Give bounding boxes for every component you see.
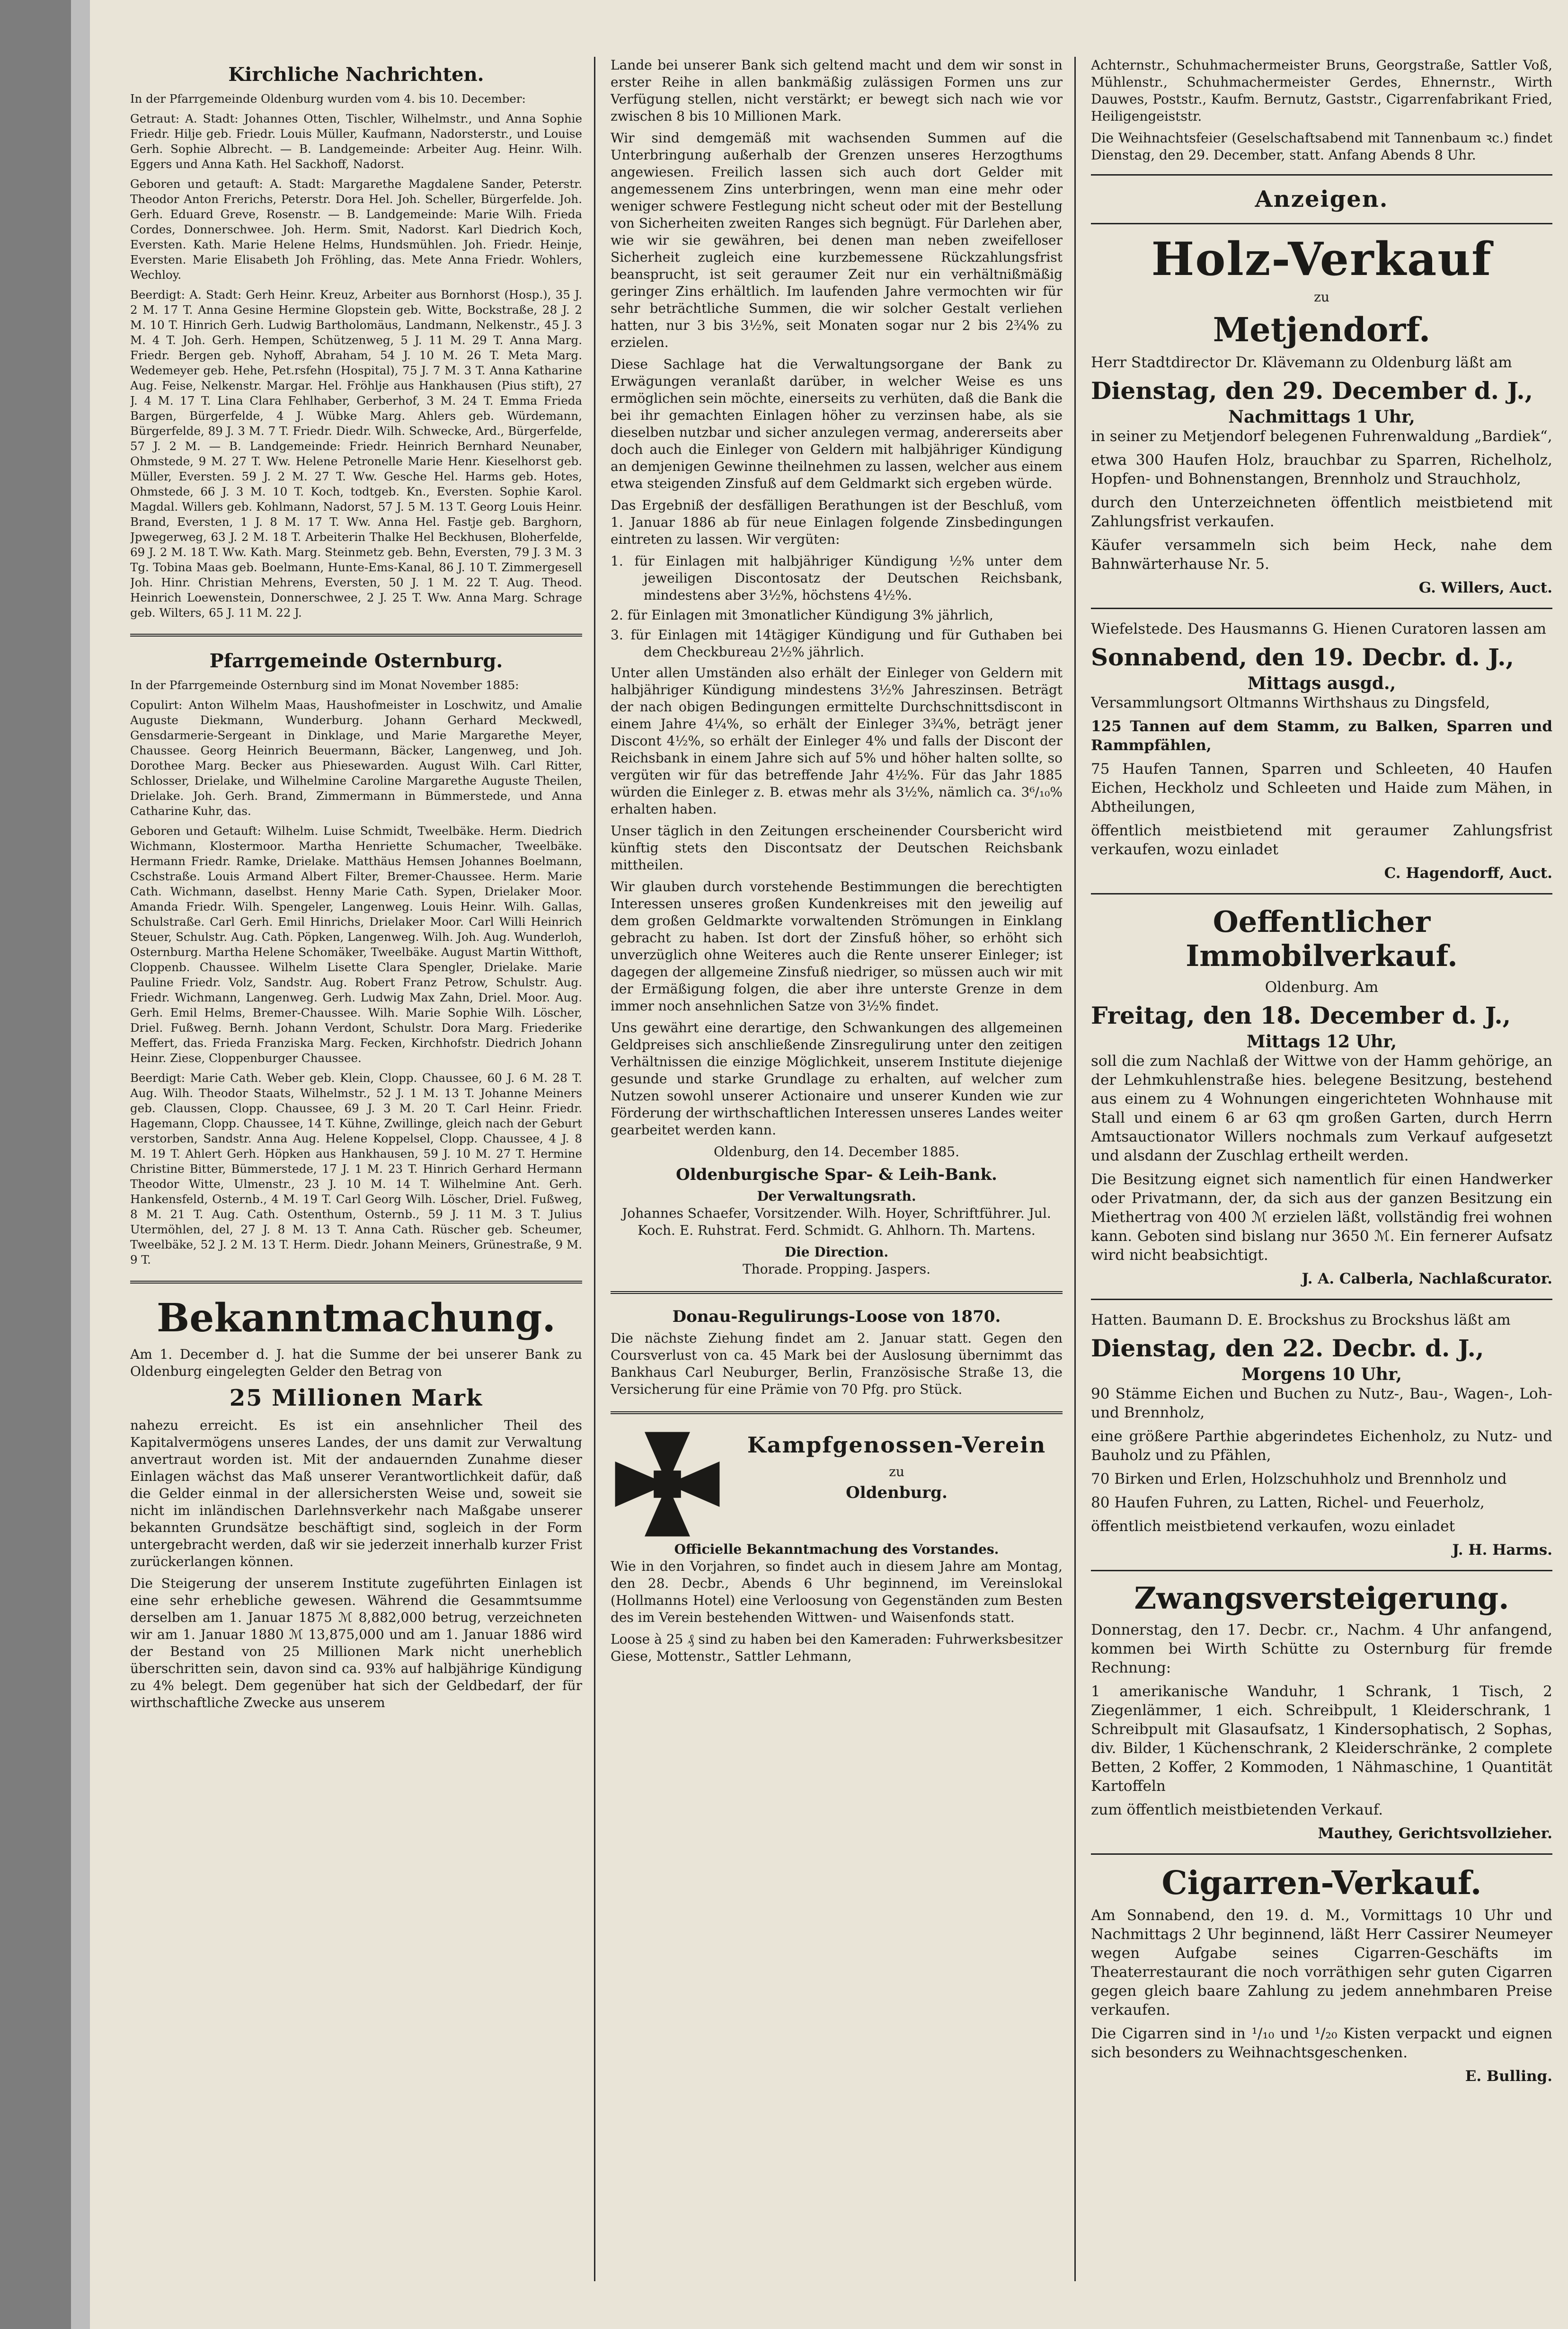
condition-item: 3. für Einlagen mit 14tägiger Kündigung und für Guthaben bei dem Checkbureau 2½% jährlich. (611, 627, 1063, 660)
hatten-goods-2: eine größere Parthie abgerindetes Eichenholz, zu Nutz- und Bauholz und zu Pfählen, (1091, 1428, 1552, 1464)
kampf-text-2: Loose à 25 ₰ sind zu haben bei den Kameraden: Fuhrwerksbesitzer Giese, Mottenstr., Sattler Lehmann, (611, 1631, 1063, 1664)
wiefel-terms: öffentlich meistbietend mit geraumer Zahlungsfrist verkaufen, wozu einladet (1091, 822, 1552, 858)
holz-location: in seiner zu Metjendorf belegenen Fuhrenwaldung „Bardiek“, (1091, 428, 1552, 445)
cigarren-body-2: Die Cigarren sind in ¹/₁₀ und ¹/₂₀ Kisten verpackt und eignen sich besonders zu Weihnachtsgeschenken. (1091, 2025, 1552, 2061)
wiefel-location: Versammlungsort Oltmanns Wirthshaus zu Dingsfeld, (1091, 694, 1490, 711)
kampf-continued: Achternstr., Schuhmachermeister Bruns, Georgstraße, Sattler Voß, Mühlenstr., Schuhmachermeister Gerdes, Ehnernstr., Wirth Dauwes, Poststr., Kaufm. Bernutz, Gaststr., Cigarrenfabrikant Fried, Heiligengeiststr. (1091, 57, 1552, 124)
kampf-header (611, 1427, 1063, 1541)
kirchliche-beerdigt: Beerdigt: A. Stadt: Gerh Heinr. Kreuz, Arbeiter aus Bornhorst (Hosp.), 35 J. 2 M. 17 T. Anna Gesine Hermine Glopstein geb. Witte, Bockstraße, 28 J. 2 M. 10 T. Hinrich Gerh. Ludwig Bartholomäus, Landmann, Nelkenstr., 45 J. 3 M. 4 T. Joh. Gerh. Hempen, Schützenweg, 5 J. 11 M. 29 T. Anna Marg. Friedr. Bergen geb. Nyhoff, Abraham, 54 J. 10 M. 26 T. Meta Marg. Wedemeyer geb. Hehe, Pet.rsfehn (Hospital), 75 J. 7 M. 3 T. Anna Katharine Aug. Feise, Nelkenstr. Margar. Hel. Fröhlje aus Hankhausen (Pius stift), 27 J. 4 M. 17 T. Lina Clara Fehlhaber, Gerberhof, 3 M. 24 T. Emma Frieda Bargen, Bürgerfelde, 4 J. Wübke Marg. Ahlers geb. Würdemann, Bürgerfelde, 89 J. 3 M. 7 T. Friedr. Diedr. Wilh. Schwecke, Ard., Bürgerfelde, 57 J. 2 M. — B. Landgemeinde: Friedr. Heinrich Bernhard Neunaber, Ohmstede, 9 M. 27 T. Ww. Helene Petronelle Marie Henr. Kieselhorst geb. Müller, Eversten. 59 J. 2 M. 27 T. Ww. Gesche Hel. Harms geb. Hotes, Ohmstede, 66 J. 3 M. 10 T. Koch, todtgeb. Kn., Eversten. Sophie Karol. Magdal. Willers geb. Kohlmann, Nadorst, 57 J. 5 M. 13 T. Georg Louis Heinr. Brand, Eversten, 1 J. 8 M. 17 T. Ww. Anna Hel. Fastje geb. Barghorn, Jpwegerweg, 63 J. 2 M. 18 T. Arbeiterin Thalke Hel Beckhusen, Bloherfelde, 69 J. 2 M. 18 T. Ww. Kath. Marg. Steinmetz geb. Behn, Eversten, 79 J. 3 M. 3 Tg. Tobina Maas geb. Boelmann, Hunte-Ems-Kanal, 86 J. 10 T. Zimmergesell Joh. Hinr. Christian Mehrens, Eversten, 50 J. 1 M. 22 T. Aug. Theod. Heinrich Loewenstein, Donnerschwee, 2 J. 25 T. Ww. Anna Marg. Schrage geb. Wilters, 65 J. 11 M. 22 J. (130, 288, 582, 620)
divider (1091, 608, 1552, 609)
column-divider (594, 57, 595, 2281)
holz-place: Metjendorf. (1213, 310, 1431, 349)
kampf-text: Wie in den Vorjahren, so findet auch in diesem Jahre am Montag, den 28. Decbr., Abends 6 Uhr beginnend, im Vereinslokal (Hollmanns Hotel) eine Verloosung von Gegenständen zum Besten des im Verein bestehenden Wittwen- und Waisenfonds statt. (611, 1559, 1063, 1625)
cigarren-signature: E. Bulling. (1465, 2068, 1552, 2085)
immo-body-1: soll die zum Nachlaß der Wittwe von der Hamm gehörige, an der Lehmkuhlenstraße hies. belegene Besitzung, bestehend aus einem zu 4 Wohnungen eingerichteten Wohnhause mit Stall und einem 6 ar 63 qm großen Garten, durch Herrn Amtsauctionator Willers nochmals zum Verkauf aufgesetzt und alsdann der Zuschlag ertheilt werden. (1091, 1053, 1552, 1164)
osternburg-copulirt: Copulirt: Anton Wilhelm Maas, Haushofmeister in Loschwitz, und Amalie Auguste Diekmann, Wunderburg. Johann Gerhard Meckwedl, Gensdarmerie-Sergeant in Dinklage, und Marie Margarethe Meyer, Chaussee. Georg Heinrich Beuermann, Bäcker, Langenweg, und Joh. Dorothee Marg. Becker aus Phiesewarden. August Wilh. Carl Ritter, Schlosser, Drielake, und Wilhelmine Caroline Margarethe Auguste Theilen, Drielake. Joh. Gerh. Brand, Zimmermann in Bümmerstede, und Anna Catharine Kuhr, das. (130, 698, 582, 818)
bekanntmachung-body-1: nahezu erreicht. Es ist ein ansehnlicher Theil des Kapitalvermögens unseres Landes, der uns damit zur Verwaltung anvertraut worden ist. Mit der andauernden Zunahme dieser Einlagen wächst das Maß unserer Verantwortlichkeit dafür, daß die Gelder einmal in der allersichersten Weise und, soweit sie nicht im inländischen Darlehnsverkehr nach Maßgabe unserer bekannten Grundsätze beschäftigt sind, sogleich in der Form untergebracht werden, daß wir sie jederzeit innerhalb kurzer Frist zurückerlangen können. (130, 1417, 582, 1569)
immo-time: Mittags 12 Uhr, (1246, 1032, 1397, 1052)
bank-text-1: Lande bei unserer Bank sich geltend macht und dem wir sonst in erster Reihe in allen bankmäßig zulässigen Formen uns zur Verfügung stellen, nicht verstärkt; er bewegt sich nach wie vor zwischen 8 bis 10 Millionen Mark. (611, 57, 1063, 124)
bank-direction: Die Direction. (784, 1244, 889, 1260)
kirchliche-title: Kirchliche Nachrichten. (228, 63, 484, 86)
hatten-goods-3: 70 Birken und Erlen, Holzschuhholz und Brennholz und (1091, 1470, 1507, 1488)
column-divider (1074, 57, 1076, 2281)
bank-text-2: Wir sind demgemäß mit wachsenden Summen auf die Unterbringung außerhalb der Grenzen unseres Herzogthums angewiesen. Freilich lassen sich auch dort Gelder mit angemessenem Zins unterbringen, wenn man eine mehr oder weniger schwere Festlegung nicht scheut oder mit der Bestellung von Sicherheiten zweiten Ranges sich begnügt. Für Darlehen aber, wie wir sie gewähren, bei denen man neben zweifelloser Sicherheit zugleich eine kurzbemessene Rückzahlungsfrist beansprucht, ist seit geraumer Zeit nur ein verhältnißmäßig geringer Zins erhältlich. Im laufenden Jahre vermochten wir für sehr beträchtliche Summen, die wir solcher Gestalt verliehen hatten, nur 3 bis 3½%, seit Monaten sogar nur 2 bis 2¾% zu erzielen. (611, 130, 1063, 350)
kampf-place: Oldenburg. (846, 1483, 948, 1502)
zwang-goods: 1 amerikanische Wanduhr, 1 Schrank, 1 Tisch, 2 Ziegenlämmer, 1 eich. Schreibpult, 1 Kleiderschrank, 1 Schreibpult mit Glasaufsatz, 1 Kindersophatisch, 2 Sophas, div. Bilder, 1 Küchenschrank, 2 Kleiderschränke, 2 complete Betten, 2 Koffer, 2 Kommoden, 1 Nähmaschine, 1 Quantität Kartoffeln (1091, 1683, 1552, 1795)
divider (1091, 893, 1552, 894)
osternburg-beerdigt: Beerdigt: Marie Cath. Weber geb. Klein, Clopp. Chaussee, 60 J. 6 M. 28 T. Aug. Wilh. Theodor Staats, Wilhelmstr., 52 J. 1 M. 13 T. Johanne Meiners geb. Claussen, Clopp. Chaussee, 69 J. 3 M. 20 T. Carl Heinr. Friedr. Hagemann, Clopp. Chaussee, 14 T. Kühne, Zwillinge, gleich nach der Geburt verstorben, Sandstr. Anna Aug. Helene Koppelsel, Clopp. Chaussee, 4 J. 8 M. 19 T. Ahlert Gerh. Höpken aus Hankhausen, 59 J. 10 M. 27 T. Hermine Christine Bitter, Bümmerstede, 17 J. 1 M. 23 T. Hinrich Gerhard Hermann Theodor Witte, Ulmenstr., 23 J. 10 M. 14 T. Wilhelmine Ant. Gerh. Hankensfeld, Osternb., 4 M. 19 T. Carl Georg Wilh. Löscher, Driel. Fußweg, 8 M. 21 T. Aug. Cath. Ostenthum, Osternb., 59 J. 11 M. 3 T. Julius Utermöhlen, del, 27 J. 8 M. 13 T. Anna Cath. Rüscher geb. Scheumer, Tweelbäke, 52 J. 2 M. 13 T. Herm. Diedr. Johann Meiners, Grünestraße, 9 M. 9 T. (130, 1071, 582, 1266)
bank-text-3: Diese Sachlage hat die Verwaltungsorgane der Bank zu Erwägungen veranlaßt darüber, in welcher Weise es uns ermöglichen sein möchte, einerseits zu verhüten, daß die Bank die bei ihr gemachten Einlagen höher zu verzinsen habe, als sie dieselben nutzbar und sicher anzulegen vermag, andererseits aber doch auch die Einleger von Geldern mit halbjähriger Kündigung an demjenigen Gewinne theilnehmen zu lassen, welcher aus einem etwa steigenden Zinsfuß auf dem Geldmarkt sich ergeben würde. (611, 356, 1063, 491)
divider (1091, 1853, 1552, 1855)
bank-date: Oldenburg, den 14. December 1885. (713, 1144, 960, 1160)
iron-cross-icon (611, 1427, 724, 1541)
interest-conditions (611, 553, 1063, 661)
wiefel-goods-2: 75 Haufen Tannen, Sparren und Schleeten, 40 Haufen Eichen, Heckholz und Schleeten und Haide zum Mähen, in Abtheilungen, (1091, 761, 1552, 815)
column-1 (130, 57, 582, 2314)
bank-council-names: Johannes Schaefer, Vorsitzender. Wilh. Hoyer, Schriftführer. Jul. Koch. E. Ruhstrat. Ferd. Schmidt. G. Ahlhorn. Th. Martens. (622, 1205, 1051, 1238)
kampf-zu: zu (889, 1464, 904, 1479)
column-2 (611, 57, 1063, 2314)
osternburg-geboren: Geboren und Getauft: Wilhelm. Luise Schmidt, Tweelbäke. Herm. Diedrich Wichmann, Klostermoor. Martha Henriette Schumacher, Tweelbäke. Hermann Friedr. Ramke, Drielake. Matthäus Hemsen Johannes Boelmann, Cschstraße. Louis Armand Albert Filter, Bremer-Chaussee. Herm. Marie Cath. Wichmann, daselbst. Henny Marie Cath. Sypen, Drielaker Moor. Amanda Friedr. Wilh. Spengeler, Langenweg. Louis Heinr. Wilh. Gallas, Schulstraße. Carl Gerh. Emil Hinrichs, Drielaker Moor. Carl Willi Heinrich Steuer, Schulstr. Aug. Cath. Pöpken, Langenweg. Wilh. Joh. Aug. Wunderloh, Osternburg. Martha Helene Schomäker, Tweelbäke. August Martin Witthoft, Cloppenb. Chaussee. Wilhelm Lisette Clara Spengler, Drielake. Marie Pauline Friedr. Volz, Sandstr. Aug. Robert Franz Petrow, Schulstr. Aug. Friedr. Wichmann, Langenweg. Gerh. Ludwig Max Zahn, Driel. Moor. Aug. Gerh. Emil Helms, Bremer-Chaussee. Wilh. Marie Sophie Wilh. Löscher, Driel. Fußweg. Bernh. Johann Verdont, Schulstr. Dora Marg. Friederike Meffert, das. Frieda Franziska Marg. Fecken, Kirchhofstr. Diedrich Johann Heinr. Ziese, Cloppenburger Chaussee. (130, 824, 582, 1065)
osternburg-intro: In der Pfarrgemeinde Osternburg sind im Monat November 1885: (130, 678, 519, 692)
holz-terms: durch den Unterzeichneten öffentlich meistbietend mit Zahlungsfrist verkaufen. (1091, 494, 1552, 530)
bank-direction-names: Thorade. Propping. Jaspers. (742, 1261, 931, 1277)
hatten-terms: öffentlich meistbietend verkaufen, wozu einladet (1091, 1518, 1455, 1535)
zwang-intro: Donnerstag, den 17. Decbr. cr., Nachm. 4 Uhr anfangend, kommen bei Wirth Schütte zu Osternburg für fremde Rechnung: (1091, 1621, 1552, 1676)
divider (1091, 223, 1552, 224)
divider (1091, 1570, 1552, 1571)
zwang-signature: Mauthey, Gerichtsvollzieher. (1318, 1825, 1552, 1842)
immo-title: Oeffentlicher Immobilverkauf. (1186, 904, 1458, 973)
holz-date: Dienstag, den 29. December d. J., (1091, 377, 1533, 405)
condition-item: 1. für Einlagen mit halbjähriger Kündigung ½% unter dem jeweiligen Discontosatz der Deutschen Reichsbank, mindestens aber 3½%, höchstens 4½%. (611, 553, 1063, 603)
divider (130, 634, 582, 637)
scan-margin (0, 0, 90, 2329)
holz-signature: G. Willers, Auct. (1418, 579, 1552, 596)
column-3 (1091, 57, 1552, 2314)
bank-text-8: Uns gewährt eine derartige, den Schwankungen des allgemeinen Geldpreises sich anschließende Zinsregulirung unter den zeitigen Verhältnissen die einzige Möglichkeit, unserem Institute diejenige gesunde und starke Grundlage zu erhalten, auf welcher zum Nutzen sowohl unserer Actionaire und unserer Kunden wie zur Förderung der wirthschaftlichen Interessen unseres Landes weiter gearbeitet werden kann. (611, 1020, 1063, 1138)
wiefel-time: Mittags ausgd., (1247, 673, 1396, 693)
wiefel-goods-1: 125 Tannen auf dem Stamm, zu Balken, Sparren und Rammpfählen, (1091, 718, 1552, 754)
bank-text-7: Wir glauben durch vorstehende Bestimmungen die berechtigten Interessen unseres großen Kundenkreises mit den jeweilig auf dem großen Geldmarkte vorwaltenden Strömungen in Einklang gebracht zu haben. Ist dort der Zinsfuß höher, so erhöht sich unverzüglich ohne Weiteres auch die Rente unserer Einleger; ist dagegen der allgemeine Zinsfuß niedriger, so müssen auch wir mit der Ermäßigung folgen, die aber ihre unterste Grenze in dem immer noch ansehnlichen Satze von 3½% findet. (611, 879, 1063, 1014)
immo-body-2: Die Besitzung eignet sich namentlich für einen Handwerker oder Privatmann, der, da sich aus der ganzen Besitzung ein Miethertrag von 400 ℳ erzielen läßt, vollständig frei wohnen kann. Geboten sind bislang nur 3650 ℳ. Ein fernerer Aufsatz wird nicht beabsichtigt. (1091, 1171, 1552, 1264)
bekanntmachung-body-2: Die Steigerung der unserem Institute zugeführten Einlagen ist eine sehr erhebliche gewesen. Während die Gesammtsumme derselben am 1. Januar 1875 ℳ 8,882,000 betrug, verzeichneten wir am 1. Januar 1880 ℳ 13,875,000 und am 1. Januar 1886 wird der Bestand von 25 Millionen Mark nicht unerheblich überschritten sein, davon sind ca. 93% auf halbjährige Kündigung zu 4% belegt. Dem gegenüber hat sich der Geldbedarf, der für wirthschaftliche Zwecke aus unserem (130, 1576, 582, 1710)
holz-meeting: Käufer versammeln sich beim Heck, nahe dem Bahnwärterhause Nr. 5. (1091, 537, 1552, 573)
holz-title: Holz-Verkauf (1151, 232, 1492, 286)
wiefel-date: Sonnabend, den 19. Decbr. d. J., (1091, 643, 1514, 671)
kirchliche-geboren: Geboren und getauft: A. Stadt: Margarethe Magdalene Sander, Peterstr. Theodor Anton Frerichs, Peterstr. Dora Hel. Joh. Scheller, Bürgerfelde. Joh. Gerh. Eduard Greve, Rosenstr. — B. Landgemeinde: Marie Wilh. Frieda Cordes, Donnerschwee. Joh. Herm. Smit, Nadorst. Karl Diedrich Koch, Eversten. Kath. Marie Helene Helms, Hundsmühlen. Joh. Friedr. Heinje, Eversten. Marie Elisabeth Joh Fröhling, das. Mete Anna Friedr. Wohlers, Wechloy. (130, 177, 582, 282)
bank-text-4: Das Ergebniß der desfälligen Berathungen ist der Beschluß, vom 1. Januar 1886 ab für neue Einlagen folgende Zinsbedingungen eintreten zu lassen. Wir vergüten: (611, 497, 1063, 547)
cigarren-body: Am Sonnabend, den 19. d. M., Vormittags 10 Uhr und Nachmittags 2 Uhr beginnend, läßt Herr Cassirer Neumeyer wegen Aufgabe seines Cigarren-Geschäfts im Theaterrestaurant die noch vorräthigen sehr guten Cigarren gegen gleich baare Zahlung zu jedem annehmbaren Preise verkaufen. (1091, 1907, 1552, 2019)
divider (130, 1281, 582, 1284)
kampf-subtitle: Officielle Bekanntmachung des Vorstandes. (674, 1541, 999, 1557)
holz-intro: Herr Stadtdirector Dr. Klävemann zu Oldenburg läßt am (1091, 354, 1512, 371)
kirchliche-getraut: Getraut: A. Stadt: Johannes Otten, Tischler, Wilhelmstr., und Anna Sophie Friedr. Hilje geb. Friedr. Louis Müller, Kaufmann, Nadorsterstr., und Louise Gerh. Sophie Albrecht. — B. Landgemeinde: Arbeiter Aug. Heinr. Wilh. Eggers und Anna Kath. Hel Sackhoff, Nadorst. (130, 112, 582, 171)
hatten-goods-4: 80 Haufen Fuhren, zu Latten, Richel- und Feuerholz, (1091, 1494, 1485, 1511)
anzeigen-heading: Anzeigen. (1255, 186, 1389, 213)
wiefel-intro: Wiefelstede. Des Hausmanns G. Hienen Curatoren lassen am (1091, 620, 1546, 638)
donau-title: Donau-Regulirungs-Loose von 1870. (672, 1307, 1001, 1326)
zwang-terms: zum öffentlich meistbietenden Verkauf. (1091, 1801, 1383, 1818)
divider (1091, 174, 1552, 176)
bank-text-6: Unser täglich in den Zeitungen erscheinender Coursbericht wird künftig stets den Discontsatz der Deutschen Reichsbank mittheilen. (611, 823, 1063, 873)
condition-item: 2. für Einlagen mit 3monatlicher Kündigung 3% jährlich, (611, 607, 993, 623)
osternburg-title: Pfarrgemeinde Osternburg. (209, 650, 503, 672)
hatten-goods-1: 90 Stämme Eichen und Buchen zu Nutz-, Bau-, Wagen-, Loh- und Brennholz, (1091, 1385, 1552, 1421)
holz-time: Nachmittags 1 Uhr, (1228, 407, 1415, 427)
bank-name: Oldenburgische Spar- & Leih-Bank. (676, 1165, 997, 1184)
kampf-weihnachtsfeier: Die Weihnachtsfeier (Geselschaftsabend mit Tannenbaum ꝛc.) findet Dienstag, den 29. December, statt. Anfang Abends 8 Uhr. (1091, 130, 1552, 163)
hatten-signature: J. H. Harms. (1452, 1541, 1552, 1559)
holz-zu: zu (1314, 289, 1329, 305)
hatten-time: Morgens 10 Uhr, (1241, 1364, 1402, 1384)
divider (611, 1411, 1063, 1414)
donau-text: Die nächste Ziehung findet am 2. Januar statt. Gegen den Coursverlust von ca. 45 Mark bei der Auslosung übernimmt das Bankhaus Carl Neuburger, Berlin, Französische Straße 13, die Versicherung für eine Prämie von 70 Pfg. pro Stück. (611, 1330, 1063, 1397)
kirchliche-intro: In der Pfarrgemeinde Oldenburg wurden vom 4. bis 10. December: (130, 92, 526, 106)
hatten-intro: Hatten. Baumann D. E. Brockshus zu Brockshus läßt am (1091, 1311, 1511, 1328)
immo-signature: J. A. Calberla, Nachlaßcurator. (1302, 1270, 1552, 1287)
kampf-title: Kampfgenossen-Verein (747, 1432, 1046, 1458)
zwang-title: Zwangsversteigerung. (1134, 1581, 1509, 1616)
immo-place: Oldenburg. Am (1265, 979, 1379, 996)
bekanntmachung-sum: 25 Millionen Mark (229, 1385, 483, 1411)
bekanntmachung-title: Bekanntmachung. (156, 1295, 556, 1341)
cigarren-title: Cigarren-Verkauf. (1161, 1864, 1482, 1902)
bank-council: Der Verwaltungsrath. (757, 1188, 916, 1204)
bekanntmachung-intro: Am 1. December d. J. hat die Summe der bei unserer Bank zu Oldenburg eingelegten Gelder den Betrag von (130, 1346, 582, 1379)
holz-goods: etwa 300 Haufen Holz, brauchbar zu Sparren, Richelholz, Hopfen- und Bohnenstangen, Brennholz und Strauchholz, (1091, 452, 1552, 487)
hatten-date: Dienstag, den 22. Decbr. d. J., (1091, 1334, 1484, 1362)
wiefel-signature: C. Hagendorff, Auct. (1384, 865, 1552, 882)
immo-date: Freitag, den 18. December d. J., (1091, 1001, 1511, 1029)
divider (611, 1291, 1063, 1294)
newspaper-page (102, 19, 1557, 2314)
bank-text-5: Unter allen Umständen also erhält der Einleger von Geldern mit halbjähriger Kündigung mindestens 3½% Jahreszinsen. Beträgt der nach obigen Bedingungen ermittelte Durchschnittsdiscont in einem Jahre 4¼%, so erhält der Einleger 3¾%, beträgt jener Discont 4½%, so erhält der Einleger 4% und falls der Discont der Reichsbank in einem Jahre sich auf 5% und höher halten sollte, so vergüten wir für das betreffende Jahr 4½%. Für das Jahr 1885 würden die Einleger z. B. etwas mehr als 3½%, nämlich ca. 3⁶/₁₀% erhalten haben. (611, 665, 1063, 817)
divider (1091, 1299, 1552, 1300)
